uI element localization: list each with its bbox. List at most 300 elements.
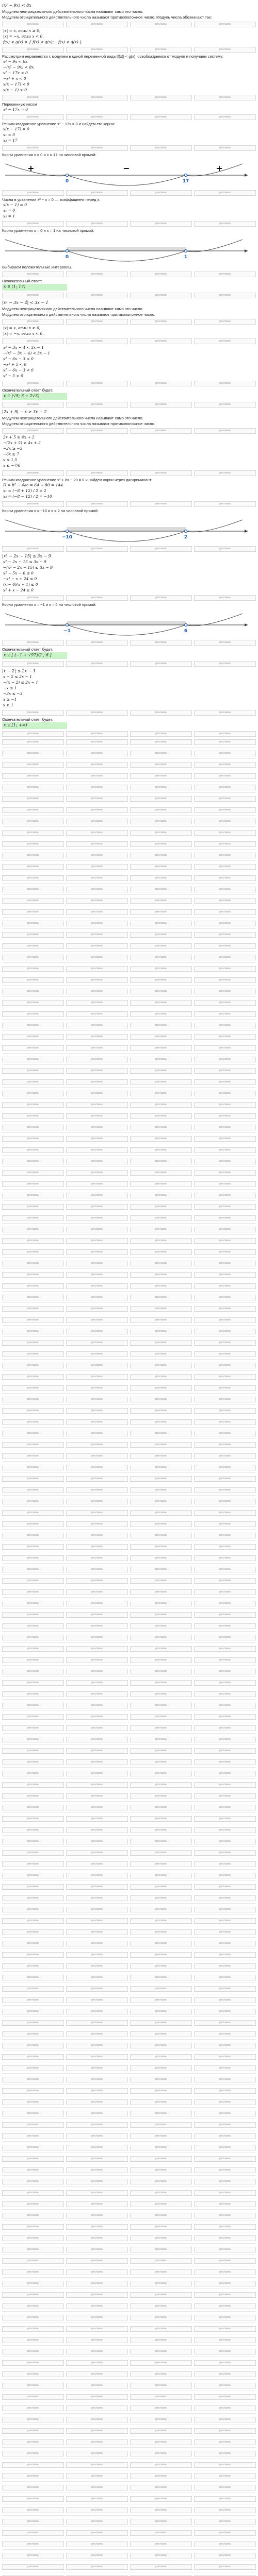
ad-slot[interactable]: реклама — [66, 1680, 128, 1686]
ad-slot[interactable]: реклама — [194, 22, 256, 27]
ad-slot[interactable]: реклама — [66, 470, 128, 476]
ad-slot[interactable]: реклама — [66, 1057, 128, 1062]
ad-slot[interactable]: реклама — [194, 921, 256, 926]
ad-slot[interactable]: реклама — [194, 1703, 256, 1708]
ad-slot[interactable]: реклама — [2, 1997, 64, 2003]
ad-slot[interactable]: реклама — [2, 1657, 64, 1663]
ad-slot[interactable]: реклама — [130, 1861, 192, 1867]
ad-slot[interactable]: реклама — [130, 1873, 192, 1878]
ad-slot[interactable]: реклама — [66, 2360, 128, 2366]
ad-slot[interactable]: реклама — [194, 114, 256, 120]
ad-slot[interactable]: реклама — [2, 1261, 64, 1266]
ad-slot[interactable]: реклама — [130, 2564, 192, 2570]
ad-slot[interactable]: реклама — [194, 2473, 256, 2479]
ad-slot[interactable]: реклама — [2, 966, 64, 972]
ad-slot[interactable]: реклама — [194, 1918, 256, 1924]
ad-slot[interactable]: реклама — [2, 2179, 64, 2184]
ad-slot[interactable]: реклама — [66, 2235, 128, 2241]
ad-slot[interactable]: реклама — [2, 95, 64, 100]
ad-slot[interactable]: реклама — [130, 2383, 192, 2388]
ad-slot[interactable]: реклама — [130, 661, 192, 667]
ad-slot[interactable]: реклама — [2, 2213, 64, 2218]
ad-slot[interactable]: реклама — [194, 1759, 256, 1765]
ad-slot[interactable]: реклама — [66, 841, 128, 847]
ad-slot[interactable]: реклама — [194, 1952, 256, 1958]
ad-slot[interactable]: реклама — [194, 1873, 256, 1878]
ad-slot[interactable]: реклама — [66, 2020, 128, 2026]
ad-slot[interactable]: реклама — [194, 2235, 256, 2241]
ad-slot[interactable]: реклама — [130, 1612, 192, 1618]
ad-slot[interactable]: реклама — [130, 1748, 192, 1754]
ad-slot[interactable]: реклама — [194, 898, 256, 904]
ad-slot[interactable]: реклама — [194, 2417, 256, 2422]
ad-slot[interactable]: реклама — [130, 853, 192, 858]
ad-slot[interactable]: реклама — [2, 1125, 64, 1130]
ad-slot[interactable]: реклама — [66, 898, 128, 904]
ad-slot[interactable]: реклама — [66, 1442, 128, 1448]
ad-slot[interactable]: реклама — [2, 2303, 64, 2309]
ad-slot[interactable]: реклама — [194, 1771, 256, 1776]
ad-slot[interactable]: реклама — [2, 1057, 64, 1062]
ad-slot[interactable]: реклама — [194, 2496, 256, 2502]
ad-slot[interactable]: реклама — [130, 2451, 192, 2456]
ad-slot[interactable]: реклама — [194, 2179, 256, 2184]
ad-slot[interactable]: реклама — [2, 470, 64, 476]
ad-slot[interactable]: реклама — [2, 2428, 64, 2434]
ad-slot[interactable]: реклама — [2, 1431, 64, 1436]
ad-slot[interactable]: реклама — [194, 1555, 256, 1561]
ad-slot[interactable]: реклама — [2, 1555, 64, 1561]
ad-slot[interactable]: реклама — [66, 2122, 128, 2128]
ad-slot[interactable]: реклама — [194, 2099, 256, 2105]
ad-slot[interactable]: реклама — [130, 1102, 192, 1108]
ad-slot[interactable]: реклама — [66, 1227, 128, 1232]
ad-slot[interactable]: реклама — [130, 2179, 192, 2184]
ad-slot[interactable]: реклама — [194, 2394, 256, 2400]
ad-slot[interactable]: реклама — [66, 2167, 128, 2173]
ad-slot[interactable]: реклама — [194, 1159, 256, 1164]
ad-slot[interactable]: реклама — [130, 1227, 192, 1232]
ad-slot[interactable]: реклама — [66, 1261, 128, 1266]
ad-slot[interactable]: реклама — [66, 1737, 128, 1742]
ad-slot[interactable]: реклама — [130, 145, 192, 151]
ad-slot[interactable]: реклама — [66, 1907, 128, 1912]
ad-slot[interactable]: реклама — [130, 1646, 192, 1652]
ad-slot[interactable]: реклама — [194, 1725, 256, 1731]
ad-slot[interactable]: реклама — [66, 2473, 128, 2479]
ad-slot[interactable]: реклама — [66, 1023, 128, 1028]
ad-slot[interactable]: реклама — [66, 1238, 128, 1244]
ad-slot[interactable]: реклама — [66, 2564, 128, 2570]
ad-slot[interactable]: реклама — [130, 1408, 192, 1414]
ad-slot[interactable]: реклама — [66, 319, 128, 325]
ad-slot[interactable]: реклама — [130, 1895, 192, 1901]
ad-slot[interactable]: реклама — [194, 1272, 256, 1278]
ad-slot[interactable]: реклама — [130, 875, 192, 881]
ad-slot[interactable]: реклама — [194, 501, 256, 507]
ad-slot[interactable]: реклама — [130, 731, 192, 737]
ad-slot[interactable]: реклама — [194, 1419, 256, 1425]
ad-slot[interactable]: реклама — [130, 1045, 192, 1051]
ad-slot[interactable]: реклама — [194, 887, 256, 892]
ad-slot[interactable]: реклама — [194, 2303, 256, 2309]
ad-slot[interactable]: реклама — [194, 2145, 256, 2150]
ad-slot[interactable]: реклама — [130, 796, 192, 802]
ad-slot[interactable]: реклама — [130, 1487, 192, 1493]
ad-slot[interactable]: реклама — [130, 1714, 192, 1720]
ad-slot[interactable]: реклама — [130, 2077, 192, 2082]
ad-slot[interactable]: реклама — [2, 1850, 64, 1856]
ad-slot[interactable]: реклама — [194, 1102, 256, 1108]
ad-slot[interactable]: реклама — [66, 2530, 128, 2536]
ad-slot[interactable]: реклама — [194, 1680, 256, 1686]
ad-slot[interactable]: реклама — [130, 319, 192, 325]
ad-slot[interactable]: реклама — [194, 2065, 256, 2071]
ad-slot[interactable]: реклама — [130, 1465, 192, 1470]
ad-slot[interactable]: реклама — [194, 1895, 256, 1901]
ad-slot[interactable]: реклама — [66, 1011, 128, 1017]
ad-slot[interactable]: реклама — [66, 1147, 128, 1153]
ad-slot[interactable]: реклама — [66, 1397, 128, 1402]
ad-slot[interactable]: реклама — [2, 2349, 64, 2354]
ad-slot[interactable]: реклама — [2, 841, 64, 847]
ad-slot[interactable]: реклама — [194, 1283, 256, 1289]
ad-slot[interactable]: реклама — [130, 22, 192, 27]
ad-slot[interactable]: реклама — [66, 1748, 128, 1754]
ad-slot[interactable]: реклама — [130, 921, 192, 926]
ad-slot[interactable]: реклама — [194, 841, 256, 847]
ad-slot[interactable]: реклама — [66, 1419, 128, 1425]
ad-slot[interactable]: реклама — [130, 819, 192, 824]
ad-slot[interactable]: реклама — [66, 1691, 128, 1697]
ad-slot[interactable]: реклама — [130, 1295, 192, 1300]
ad-slot[interactable]: реклама — [2, 1238, 64, 1244]
ad-slot[interactable]: реклама — [130, 2111, 192, 2116]
ad-slot[interactable]: реклама — [194, 2405, 256, 2411]
ad-slot[interactable]: реклама — [194, 1351, 256, 1357]
ad-slot[interactable]: реклама — [2, 989, 64, 994]
ad-slot[interactable]: реклама — [130, 1703, 192, 1708]
ad-slot[interactable]: реклама — [2, 2315, 64, 2320]
ad-slot[interactable]: реклама — [194, 1907, 256, 1912]
ad-slot[interactable]: реклама — [130, 887, 192, 892]
ad-slot[interactable]: реклама — [194, 1023, 256, 1028]
ad-slot[interactable]: реклама — [66, 1521, 128, 1527]
ad-slot[interactable]: реклама — [194, 2281, 256, 2286]
ad-slot[interactable]: реклама — [66, 887, 128, 892]
ad-slot[interactable]: реклама — [130, 2530, 192, 2536]
ad-slot[interactable]: реклама — [66, 2111, 128, 2116]
ad-slot[interactable]: реклама — [194, 1034, 256, 1040]
ad-slot[interactable]: реклама — [66, 2156, 128, 2162]
ad-slot[interactable]: реклама — [130, 739, 192, 745]
ad-slot[interactable]: реклама — [2, 2394, 64, 2400]
ad-slot[interactable]: реклама — [2, 402, 64, 408]
ad-slot[interactable]: реклама — [130, 1635, 192, 1640]
ad-slot[interactable]: реклама — [194, 1963, 256, 1969]
ad-slot[interactable]: реклама — [66, 661, 128, 667]
ad-slot[interactable]: реклама — [130, 966, 192, 972]
ad-slot[interactable]: реклама — [194, 1397, 256, 1402]
ad-slot[interactable]: реклама — [66, 1453, 128, 1459]
ad-slot[interactable]: реклама — [130, 943, 192, 949]
ad-slot[interactable]: реклама — [194, 762, 256, 768]
ad-slot[interactable]: реклама — [2, 932, 64, 938]
ad-slot[interactable]: реклама — [2, 428, 64, 434]
ad-slot[interactable]: реклама — [2, 1759, 64, 1765]
ad-slot[interactable]: реклама — [66, 2065, 128, 2071]
ad-slot[interactable]: реклама — [130, 1181, 192, 1187]
ad-slot[interactable]: реклама — [66, 1578, 128, 1584]
ad-slot[interactable]: реклама — [66, 1363, 128, 1368]
ad-slot[interactable]: реклама — [130, 2145, 192, 2150]
ad-slot[interactable]: реклама — [66, 1873, 128, 1878]
ad-slot[interactable]: реклама — [2, 1147, 64, 1153]
ad-slot[interactable]: реклама — [66, 1317, 128, 1323]
ad-slot[interactable]: реклама — [66, 1589, 128, 1595]
ad-slot[interactable]: реклама — [130, 2065, 192, 2071]
ad-slot[interactable]: реклама — [130, 1759, 192, 1765]
ad-slot[interactable]: реклама — [66, 2553, 128, 2558]
ad-slot[interactable]: реклама — [2, 1351, 64, 1357]
ad-slot[interactable]: реклама — [2, 1227, 64, 1232]
ad-slot[interactable]: реклама — [2, 2224, 64, 2230]
ad-slot[interactable]: реклама — [2, 1045, 64, 1051]
ad-slot[interactable]: реклама — [2, 1669, 64, 1674]
ad-slot[interactable]: реклама — [66, 1533, 128, 1538]
ad-slot[interactable]: реклама — [66, 402, 128, 408]
ad-slot[interactable]: реклама — [130, 2190, 192, 2196]
ad-slot[interactable]: реклама — [2, 1329, 64, 1334]
ad-slot[interactable]: реклама — [194, 1374, 256, 1380]
ad-slot[interactable]: реклама — [66, 114, 128, 120]
ad-slot[interactable]: реклама — [2, 2269, 64, 2275]
ad-slot[interactable]: реклама — [194, 751, 256, 756]
ad-slot[interactable]: реклама — [2, 1023, 64, 1028]
ad-slot[interactable]: реклама — [66, 1465, 128, 1470]
ad-slot[interactable]: реклама — [2, 1986, 64, 1992]
ad-slot[interactable]: реклама — [130, 1340, 192, 1346]
ad-slot[interactable]: реклама — [66, 909, 128, 915]
ad-slot[interactable]: реклама — [66, 1759, 128, 1765]
ad-slot[interactable]: реклама — [66, 1193, 128, 1198]
ad-slot[interactable]: реклама — [2, 1374, 64, 1380]
ad-slot[interactable]: реклама — [130, 2133, 192, 2139]
ad-slot[interactable]: реклама — [66, 2394, 128, 2400]
ad-slot[interactable]: реклама — [2, 2519, 64, 2524]
ad-slot[interactable]: реклама — [194, 1453, 256, 1459]
ad-slot[interactable]: реклама — [2, 1805, 64, 1810]
ad-slot[interactable]: реклама — [2, 2451, 64, 2456]
ad-slot[interactable]: реклама — [66, 830, 128, 836]
ad-slot[interactable]: реклама — [2, 2360, 64, 2366]
ad-slot[interactable]: реклама — [66, 338, 128, 344]
ad-slot[interactable]: реклама — [194, 1465, 256, 1470]
ad-slot[interactable]: реклама — [66, 1385, 128, 1391]
ad-slot[interactable]: реклама — [194, 955, 256, 960]
ad-slot[interactable]: реклама — [130, 1079, 192, 1085]
ad-slot[interactable]: реклама — [66, 1091, 128, 1096]
ad-slot[interactable]: реклама — [66, 1975, 128, 1980]
ad-slot[interactable]: реклама — [2, 921, 64, 926]
ad-slot[interactable]: реклама — [130, 1793, 192, 1799]
ad-slot[interactable]: реклама — [66, 546, 128, 552]
ad-slot[interactable]: реклама — [66, 819, 128, 824]
ad-slot[interactable]: реклама — [130, 1374, 192, 1380]
ad-slot[interactable]: реклама — [194, 1340, 256, 1346]
ad-slot[interactable]: реклама — [130, 2031, 192, 2037]
ad-slot[interactable]: реклама — [2, 943, 64, 949]
ad-slot[interactable]: реклама — [194, 2122, 256, 2128]
ad-slot[interactable]: реклама — [194, 1147, 256, 1153]
ad-slot[interactable]: реклама — [2, 1782, 64, 1788]
ad-slot[interactable]: реклама — [194, 864, 256, 870]
ad-slot[interactable]: реклама — [130, 830, 192, 836]
ad-slot[interactable]: реклама — [66, 1952, 128, 1958]
ad-slot[interactable]: реклама — [194, 1249, 256, 1255]
ad-slot[interactable]: реклама — [194, 2213, 256, 2218]
ad-slot[interactable]: реклама — [194, 428, 256, 434]
ad-slot[interactable]: реклама — [130, 2394, 192, 2400]
ad-slot[interactable]: реклама — [66, 807, 128, 813]
ad-slot[interactable]: реклама — [130, 221, 192, 227]
ad-slot[interactable]: реклама — [2, 785, 64, 790]
ad-slot[interactable]: реклама — [66, 2315, 128, 2320]
ad-slot[interactable]: реклама — [2, 2496, 64, 2502]
ad-slot[interactable]: реклама — [66, 2371, 128, 2377]
ad-slot[interactable]: реклама — [130, 2315, 192, 2320]
ad-slot[interactable]: реклама — [194, 932, 256, 938]
ad-slot[interactable]: реклама — [194, 807, 256, 813]
ad-slot[interactable]: реклама — [66, 1646, 128, 1652]
ad-slot[interactable]: реклама — [66, 1657, 128, 1663]
ad-slot[interactable]: реклама — [2, 1680, 64, 1686]
ad-slot[interactable]: реклама — [130, 2417, 192, 2422]
ad-slot[interactable]: реклама — [2, 1952, 64, 1958]
ad-slot[interactable]: реклама — [2, 2020, 64, 2026]
ad-slot[interactable]: реклама — [66, 1079, 128, 1085]
ad-slot[interactable]: реклама — [2, 1623, 64, 1629]
ad-slot[interactable]: реклама — [2, 2541, 64, 2547]
ad-slot[interactable]: реклама — [194, 1329, 256, 1334]
ad-slot[interactable]: реклама — [194, 773, 256, 779]
ad-slot[interactable]: реклама — [130, 2439, 192, 2445]
ad-slot[interactable]: реклама — [130, 1397, 192, 1402]
ad-slot[interactable]: реклама — [130, 1975, 192, 1980]
ad-slot[interactable]: реклама — [66, 853, 128, 858]
ad-slot[interactable]: реклама — [130, 1997, 192, 2003]
ad-slot[interactable]: реклама — [66, 2496, 128, 2502]
ad-slot[interactable]: реклама — [194, 2077, 256, 2082]
ad-slot[interactable]: реклама — [194, 1861, 256, 1867]
ad-slot[interactable]: реклама — [130, 1657, 192, 1663]
ad-slot[interactable]: реклама — [66, 1623, 128, 1629]
ad-slot[interactable]: реклама — [2, 1589, 64, 1595]
ad-slot[interactable]: реклама — [194, 1363, 256, 1368]
ad-slot[interactable]: реклама — [66, 1612, 128, 1618]
ad-slot[interactable]: реклама — [194, 2564, 256, 2570]
ad-slot[interactable]: реклама — [2, 293, 64, 298]
ad-slot[interactable]: реклама — [130, 640, 192, 646]
ad-slot[interactable]: реклама — [130, 2541, 192, 2547]
ad-slot[interactable]: реклама — [130, 95, 192, 100]
ad-slot[interactable]: реклама — [2, 1385, 64, 1391]
ad-slot[interactable]: реклама — [66, 2145, 128, 2150]
ad-slot[interactable]: реклама — [130, 2428, 192, 2434]
ad-slot[interactable]: реклама — [130, 2020, 192, 2026]
ad-slot[interactable]: реклама — [2, 2099, 64, 2105]
ad-slot[interactable]: реклама — [66, 2258, 128, 2264]
ad-slot[interactable]: реклама — [2, 1283, 64, 1289]
ad-slot[interactable]: реклама — [130, 1680, 192, 1686]
ad-slot[interactable]: реклама — [66, 2292, 128, 2298]
ad-slot[interactable]: реклама — [130, 1601, 192, 1606]
ad-slot[interactable]: реклама — [194, 1000, 256, 1006]
ad-slot[interactable]: реклама — [2, 2258, 64, 2264]
ad-slot[interactable]: реклама — [2, 114, 64, 120]
ad-slot[interactable]: реклама — [2, 731, 64, 737]
ad-slot[interactable]: реклама — [194, 1238, 256, 1244]
ad-slot[interactable]: реклама — [194, 1306, 256, 1312]
ad-slot[interactable]: реклама — [194, 1567, 256, 1572]
ad-slot[interactable]: реклама — [194, 1669, 256, 1674]
ad-slot[interactable]: реклама — [130, 1737, 192, 1742]
ad-slot[interactable]: реклама — [194, 95, 256, 100]
ad-slot[interactable]: реклама — [66, 966, 128, 972]
ad-slot[interactable]: реклама — [130, 1011, 192, 1017]
ad-slot[interactable]: реклама — [130, 1499, 192, 1504]
ad-slot[interactable]: реклама — [194, 1113, 256, 1119]
ad-slot[interactable]: реклама — [66, 1215, 128, 1221]
ad-slot[interactable]: реклама — [130, 1941, 192, 1946]
ad-slot[interactable]: реклама — [130, 381, 192, 386]
ad-slot[interactable]: реклама — [2, 1397, 64, 1402]
ad-slot[interactable]: реклама — [2, 2156, 64, 2162]
ad-slot[interactable]: реклама — [2, 2111, 64, 2116]
ad-slot[interactable]: реклама — [130, 1691, 192, 1697]
ad-slot[interactable]: реклама — [130, 2326, 192, 2332]
ad-slot[interactable]: реклама — [66, 1861, 128, 1867]
ad-slot[interactable]: реклама — [194, 1941, 256, 1946]
ad-slot[interactable]: реклама — [2, 2031, 64, 2037]
ad-slot[interactable]: реклама — [66, 921, 128, 926]
ad-slot[interactable]: реклама — [130, 1419, 192, 1425]
ad-slot[interactable]: реклама — [66, 1816, 128, 1822]
ad-slot[interactable]: реклама — [130, 2337, 192, 2343]
ad-slot[interactable]: реклама — [66, 2077, 128, 2082]
ad-slot[interactable]: реклама — [2, 2054, 64, 2060]
ad-slot[interactable]: реклама — [66, 1963, 128, 1969]
ad-slot[interactable]: реклама — [130, 1929, 192, 1935]
ad-slot[interactable]: реклама — [194, 1068, 256, 1074]
ad-slot[interactable]: реклама — [2, 221, 64, 227]
ad-slot[interactable]: реклама — [130, 955, 192, 960]
ad-slot[interactable]: реклама — [194, 1793, 256, 1799]
ad-slot[interactable]: реклама — [66, 875, 128, 881]
ad-slot[interactable]: реклама — [2, 1691, 64, 1697]
ad-slot[interactable]: реклама — [130, 1453, 192, 1459]
ad-slot[interactable]: реклама — [66, 1272, 128, 1278]
ad-slot[interactable]: реклама — [194, 1623, 256, 1629]
ad-slot[interactable]: реклама — [2, 640, 64, 646]
ad-slot[interactable]: реклама — [2, 1091, 64, 1096]
ad-slot[interactable]: реклама — [130, 1249, 192, 1255]
ad-slot[interactable]: реклама — [66, 1340, 128, 1346]
ad-slot[interactable]: реклама — [194, 470, 256, 476]
ad-slot[interactable]: реклама — [2, 1170, 64, 1176]
ad-slot[interactable]: реклама — [2, 1963, 64, 1969]
ad-slot[interactable]: реклама — [194, 2111, 256, 2116]
